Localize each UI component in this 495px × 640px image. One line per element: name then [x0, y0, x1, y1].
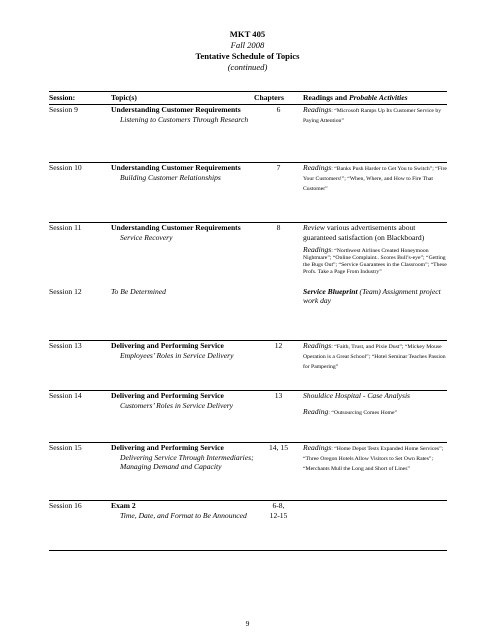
activities-cell: [303, 501, 447, 551]
readings-text: : “Home Depot Tests Expanded Home Services”; “Three Oregon Hotels Allow Visitors to Set Own Rates”; “Merchants Mull the Long and Short of Lines”: [303, 446, 444, 472]
topic-subtitle: Time, Date, and Format to Be Announced: [120, 510, 247, 520]
topic-subtitle: Building Customer Relationships: [120, 172, 221, 182]
topic-title: Understanding Customer Requirements: [111, 105, 241, 114]
table-row: [49, 163, 447, 223]
document-title: Tentative Schedule of Topics: [195, 51, 300, 61]
chapters-cell: 12: [254, 341, 303, 391]
table-row: [49, 223, 447, 287]
chapters-cell: [254, 287, 303, 341]
activities-cell: [303, 391, 447, 443]
topic-subtitle: Service Recovery: [120, 232, 173, 242]
topic-subtitle: Listening to Customers Through Research: [120, 114, 249, 124]
activities-cell: [303, 105, 447, 163]
readings-text: : “Northwest Airlines Created Honeymoon Nightmare”; “Online Complaint.. Scores Bull’s-eye”; “Getting the Bugs Out”; “Service Guarantees in the Classroom”; “These Profs. Take a Page From Industry”: [303, 248, 447, 276]
chapters-cell: 7: [254, 163, 303, 223]
topic-cell: [111, 163, 254, 223]
readings-label: Readings: [303, 105, 332, 114]
session-cell: Session 14: [49, 391, 111, 443]
topic-title: To Be Determined: [111, 286, 166, 296]
table-row: [49, 391, 447, 443]
session-cell: Session 15: [49, 443, 111, 501]
page-number: 9: [245, 619, 250, 628]
col-header-session: Session:: [49, 92, 111, 105]
topic-title: Understanding Customer Requirements: [111, 163, 241, 172]
activities-cell: [303, 287, 447, 341]
chapters-cell: 6-8, 12-15: [254, 501, 303, 551]
topic-title: Understanding Customer Requirements: [111, 223, 241, 232]
case-analysis: Shouldice Hospital - Case Analysis: [303, 391, 411, 400]
table-header-row: [49, 92, 447, 105]
activities-label: Probable Activities: [349, 93, 408, 103]
term: Fall 2008: [230, 40, 265, 50]
continued-note: (continued): [227, 62, 268, 72]
activities-cell: [303, 341, 447, 391]
readings-label: Readings: [303, 245, 332, 255]
readings-label: Reading: [303, 406, 329, 416]
topic-subtitle: Employees’ Roles in Service Delivery: [120, 350, 234, 360]
chapters-cell: 13: [254, 391, 303, 443]
session-cell: Session 11: [49, 223, 82, 232]
chapters-cell: 14, 15: [254, 443, 303, 501]
document-header: [0, 29, 495, 73]
chapters-cell: 8: [276, 223, 281, 232]
col-header-topics: Topic(s): [111, 92, 254, 105]
review-label: Review: [303, 223, 325, 232]
topic-cell: [111, 287, 254, 341]
assignment-text: (Team) Assignment project work day: [303, 286, 441, 306]
table-row: [49, 287, 447, 341]
session-cell: Session 9: [49, 105, 111, 163]
session-cell: Session 10: [49, 163, 111, 223]
readings-text: : “Outsourcing Comes Home”: [328, 409, 398, 416]
session-cell: Session 13: [49, 341, 111, 391]
topic-cell: [111, 501, 254, 551]
topic-cell: [111, 443, 254, 501]
readings-text: : “Microsoft Ramps Up Its Customer Service by Paying Attention”: [303, 108, 442, 124]
activities-cell: [303, 163, 447, 223]
topic-title: Delivering and Performing Service: [111, 391, 224, 400]
readings-text: : “Faith, Trust, and Pixie Dust”; “Mickey Mouse Operation is a Great School”; “Hotel Seminar Teaches Passion for Pampering”: [303, 344, 446, 370]
topic-subtitle: Customers’ Roles in Service Delivery: [120, 400, 234, 410]
review-text: various advertisements about guaranteed satisfaction (on Blackboard): [303, 223, 425, 242]
col-header-readings: [303, 92, 447, 105]
schedule-table: [49, 91, 447, 551]
table-row: [49, 501, 447, 551]
col-header-chapters: Chapters: [254, 92, 303, 105]
topic-title: Exam 2: [111, 501, 136, 510]
course-code: MKT 405: [229, 29, 266, 39]
topic-cell: [111, 105, 254, 163]
readings-label: Readings: [303, 341, 332, 350]
readings-label: Readings: [303, 443, 332, 452]
readings-text: : “Banks Push Harder to Get You to Switch”; “Fire Your Customers!”; “When, Where, and How to Fire That Customer”: [303, 166, 447, 192]
readings-label: Readings: [303, 163, 332, 172]
assignment-label: Service Blueprint: [303, 286, 358, 296]
session-cell: Session 12: [49, 287, 111, 341]
topic-title: Delivering and Performing Service: [111, 443, 224, 452]
activities-cell: [303, 223, 447, 287]
table-row: [49, 105, 447, 163]
table-row: [49, 443, 447, 501]
activities-cell: [303, 443, 447, 501]
topic-cell: [111, 391, 254, 443]
topic-cell: [111, 223, 254, 287]
readings-label: Readings and: [303, 93, 350, 103]
chapters-cell: 6: [254, 105, 303, 163]
table-row: [49, 341, 447, 391]
topic-cell: [111, 341, 254, 391]
topic-subtitle: Delivering Service Through Intermediaries; Managing Demand and Capacity: [120, 452, 254, 472]
topic-title: Delivering and Performing Service: [111, 341, 224, 350]
session-cell: Session 16: [49, 501, 111, 551]
